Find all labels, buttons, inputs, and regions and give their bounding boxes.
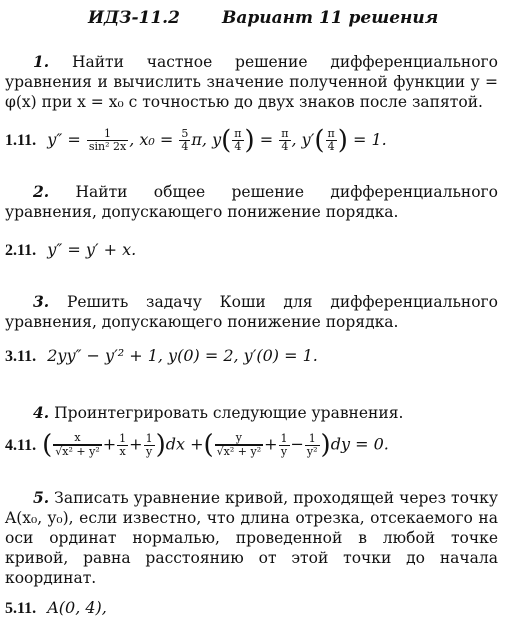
fraction-denominator: y — [145, 444, 153, 458]
paren: ( — [42, 430, 53, 460]
task-2-formula — [5, 240, 510, 260]
formula-part: = 1. — [352, 130, 387, 149]
formula-part: y″ = — [47, 130, 81, 149]
fraction — [117, 433, 128, 458]
formula-part: = — [259, 130, 274, 149]
fraction — [326, 128, 337, 153]
fraction-numerator: 1 — [119, 431, 127, 445]
task-2-equation: y″ = y′ + x. — [47, 240, 137, 259]
sqrt-denominator: √x² + y² — [55, 445, 100, 458]
task-5-text: Записать уравнение кривой, проходящей через точку A(x₀, y₀), если известно, что длина отрезка, отсекаемого на оси ординат нормалью, проведенной в любой точке кривой, равна расстоянию от этой точки до начала координат. — [5, 489, 498, 587]
fraction-denominator: x² + y² — [62, 445, 100, 458]
fraction — [279, 433, 290, 458]
paren: ( — [221, 125, 232, 156]
assignment-id: ИДЗ-11.2 — [88, 8, 180, 28]
task-3-number: 3. — [33, 292, 50, 311]
task-3-equation: 2yy″ − y′² + 1, y(0) = 2, y′(0) = 1. — [47, 346, 318, 365]
fraction — [179, 128, 190, 153]
task-5-point: A(0, 4), — [47, 598, 107, 617]
task-1-statement — [5, 52, 498, 112]
task-4-item-label: 4.11. — [5, 436, 37, 454]
formula-part: + — [102, 434, 117, 454]
fraction-numerator: 1 — [305, 433, 320, 446]
fraction — [144, 433, 155, 458]
paren: ) — [320, 430, 331, 460]
fraction-numerator: 1 — [280, 431, 288, 445]
variant-title: Вариант 11 решения — [222, 8, 439, 28]
task-3-text: Решить задачу Коши для дифференциального уравнения, допускающего понижение порядка. — [5, 293, 499, 331]
formula-part: π, y — [191, 130, 222, 149]
fraction-denominator: 4 — [234, 140, 242, 153]
task-4-text: Проинтегрировать следующие уравнения. — [54, 404, 404, 422]
task-1-formula — [5, 125, 510, 156]
task-4-formula — [5, 432, 510, 458]
fraction-denominator: 4 — [281, 140, 289, 153]
task-5-formula — [5, 598, 510, 618]
formula-part: , x₀ = — [129, 130, 174, 149]
fraction — [215, 432, 263, 458]
fraction-denominator: x² + y² — [223, 445, 262, 458]
formula-part: + — [129, 434, 143, 454]
task-5-statement — [5, 488, 498, 588]
formula-part: dy = 0. — [330, 434, 389, 454]
fraction — [53, 432, 101, 458]
fraction-denominator: 4 — [181, 140, 189, 153]
fraction-denominator: x — [119, 444, 126, 458]
task-4-statement — [5, 403, 498, 423]
paren: ) — [337, 125, 348, 156]
task-5-number: 5. — [33, 488, 50, 507]
paren: ( — [314, 125, 325, 156]
fraction-denominator: y² — [306, 444, 318, 458]
fraction-numerator: y — [215, 432, 263, 445]
formula-part: , y′ — [291, 130, 315, 149]
task-1-text: Найти частное решение дифференциального уравнения и вычислить значение полученной функции y = φ(x) при x = x₀ с точностью до двух знаков после запятой. — [5, 53, 498, 111]
sqrt-denominator: √x² + y² — [216, 445, 262, 458]
task-2-statement — [5, 182, 498, 222]
fraction-numerator: 5 — [181, 127, 189, 140]
fraction — [305, 433, 320, 458]
task-1-item-label: 1.11. — [5, 132, 37, 149]
task-3-statement — [5, 292, 498, 332]
task-3-formula — [5, 346, 510, 366]
fraction-numerator: 1 — [145, 431, 153, 445]
task-3-item-label: 3.11. — [5, 348, 37, 365]
paren: ( — [203, 430, 214, 460]
task-2-text: Найти общее решение дифференциального уравнения, допускающего понижение порядка. — [5, 183, 498, 221]
fraction-numerator: x — [53, 432, 101, 445]
fraction-denominator: sin² 2x — [88, 140, 127, 153]
paren: ) — [244, 125, 255, 156]
fraction — [232, 128, 243, 153]
fraction — [279, 128, 290, 153]
formula-part: − — [290, 434, 304, 454]
fraction — [87, 128, 128, 153]
paren: ) — [155, 430, 166, 460]
fraction-numerator: π — [234, 127, 242, 140]
task-2-number: 2. — [33, 182, 50, 201]
fraction-numerator: 1 — [87, 128, 128, 141]
task-5-item-label: 5.11. — [5, 600, 37, 617]
formula-part: dx + — [165, 434, 204, 454]
task-1-number: 1. — [33, 52, 50, 71]
task-2-item-label: 2.11. — [5, 242, 37, 259]
fraction-denominator: 4 — [327, 140, 335, 153]
fraction-numerator: π — [327, 127, 335, 140]
task-4-number: 4. — [33, 403, 50, 422]
fraction-numerator: π — [281, 127, 289, 140]
formula-part: + — [264, 434, 278, 454]
fraction-denominator: y — [280, 444, 288, 458]
